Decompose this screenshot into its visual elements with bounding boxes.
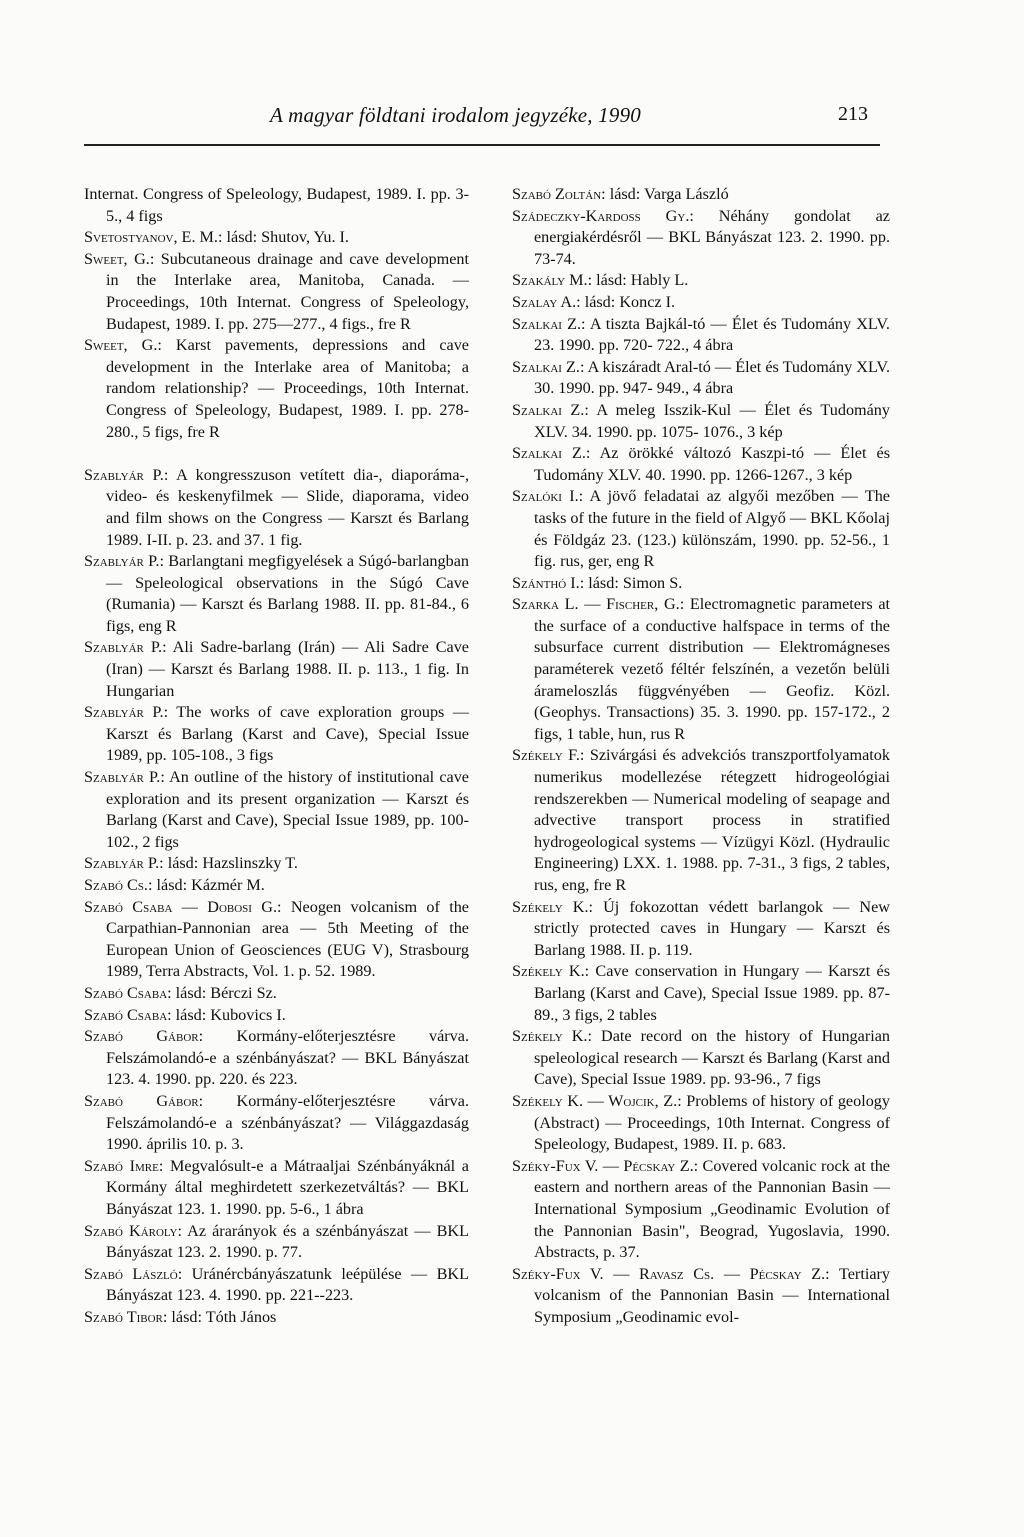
entry-text: : Barlangtani megfigyelések a Súgó-barlangban — Speleological observations in the Súgó Cave (Rumania) — Karszt és Barlang 1988. II. pp. 81-84., 6 figs, eng R bbox=[106, 552, 469, 635]
bibliography-entry bbox=[84, 875, 469, 897]
bibliography-entry bbox=[84, 1221, 469, 1264]
entry-author: Székely K. bbox=[512, 1027, 588, 1046]
entry-text: : Az örökké változó Kaszpi-tó — Élet és Tudomány XLV. 40. 1990. pp. 1266-1267., 3 kép bbox=[534, 444, 890, 484]
entry-text: : lásd: Hably L. bbox=[587, 271, 689, 290]
entry-author: Szabó Gábor bbox=[84, 1027, 199, 1046]
entry-text: : Covered volcanic rock at the eastern and northern areas of the Pannonian Basin — International Symposium „Geodinamic Evolution of the Pannonian Basin", Beograd, Yugoslavia, 1990. Abstracts, p. 37. bbox=[534, 1156, 890, 1262]
entry-author: Szalkai Z. bbox=[512, 314, 582, 333]
entry-author: Székely K. — Wojcik, Z. bbox=[512, 1091, 678, 1110]
entry-author: Szabó Imre bbox=[84, 1156, 159, 1175]
entry-text: : Karst pavements, depressions and cave development in the Interlake area of Manitoba; a random relationship? — Proceedings, 10th Internat. Congress of Speleology, Budapest, 1989. I. pp. 278-280., 5 figs, fre R bbox=[106, 336, 469, 441]
entry-author: Szabó Csaba bbox=[84, 983, 168, 1002]
entry-text: : A jövő feladatai az algyői mezőben — The tasks of the future in the field of Algyő — BKL Kőolaj és Földgáz 23. (123.) különszám, 1990. pp. 52-56., 1 fig. rus, ger, eng R bbox=[534, 487, 890, 571]
entry-author: Székely K. bbox=[512, 962, 585, 981]
entry-text: : lásd: Hazslinszky T. bbox=[159, 854, 298, 873]
entry-text: : lásd: Varga László bbox=[601, 185, 729, 203]
entry-text: : Megvalósult-e a Mátraaljai Szénbányáknál a Kormány által meghirdetett szerkezetváltás? — BKL Bányászat 123. 1. 1990. pp. 5-6., 1 ábra bbox=[106, 1156, 469, 1218]
bibliography-entry bbox=[512, 292, 890, 314]
bibliography-entry bbox=[512, 573, 890, 595]
entry-text: : Subcutaneous drainage and cave development in the Interlake area, Manitoba, Canada. — Proceedings, 10th Internat. Congress of Speleology, Budapest, 1989. I. pp. 275—277., 4 figs., fre R bbox=[106, 249, 469, 333]
bibliography-entry bbox=[512, 961, 890, 1026]
entry-author: Széky-Fux V. — Pécskay Z. bbox=[512, 1156, 694, 1175]
entry-author: Szabó Zoltán bbox=[512, 185, 602, 203]
entry-author: Sweet, G. bbox=[84, 249, 150, 268]
entry-text: : lásd: Simon S. bbox=[579, 573, 683, 592]
entry-author: Szalay A. bbox=[512, 292, 577, 311]
entry-author: Széky-Fux V. — Ravasz Cs. — Pécskay Z. bbox=[512, 1264, 826, 1283]
bibliography-entry bbox=[84, 1091, 469, 1156]
entry-text: : Cave conservation in Hungary — Karszt és Barlang (Karst and Cave), Special Issue 1989. pp. 87-89., 3 figs, 2 tables bbox=[534, 962, 890, 1024]
bibliography-entry bbox=[512, 314, 890, 357]
entry-text: : The works of cave exploration groups — Karszt és Barlang (Karst and Cave), Special Issue 1989, pp. 105-108., 3 figs bbox=[106, 703, 470, 765]
entry-author: Sweet, G. bbox=[84, 336, 158, 355]
entry-text: : A tiszta Bajkál-tó — Élet és Tudomány XLV. 23. 1990. pp. 720- 722., 4 ábra bbox=[534, 314, 890, 355]
bibliography-entry bbox=[512, 897, 890, 962]
entry-author: Szakály M. bbox=[512, 271, 588, 290]
entry-text: : lásd: Kubovics I. bbox=[167, 1005, 286, 1024]
entry-author: Szádeczky-Kardoss Gy. bbox=[512, 206, 690, 225]
entry-text: : Tertiary volcanism of the Pannonian Basin — International Symposium „Geodinamic evol- bbox=[534, 1264, 890, 1326]
entry-text: : Electromagnetic parameters at the surface of a conductive halfspace in terms of the subsurface current distribution — Elektromágneses paraméterek vezető féltér felszínén, a vezetőn belüli árameloszlás függvényében — Geofiz. Közl. (Geophys. Transactions) 35. 3. 1990. pp. 157-172., 2 figs, 1 table, hun, rus R bbox=[534, 595, 891, 743]
bibliography-entry bbox=[512, 1264, 890, 1329]
bibliography-entry bbox=[84, 465, 469, 551]
entry-author: Szabó László bbox=[84, 1264, 178, 1283]
entry-text: : lásd: Kázmér M. bbox=[147, 876, 265, 894]
entry-author: Szabó Csaba bbox=[84, 1005, 168, 1024]
bibliography-entry bbox=[512, 745, 890, 896]
bibliography-entry bbox=[512, 184, 890, 206]
bibliography-entry bbox=[84, 1026, 469, 1091]
bibliography-entry bbox=[84, 637, 469, 702]
entry-author: Szalóki I. bbox=[512, 487, 579, 506]
bibliography-entry bbox=[512, 206, 890, 271]
entry-text: : lásd: Koncz I. bbox=[576, 292, 676, 311]
right-column bbox=[512, 184, 890, 1328]
bibliography-entry bbox=[84, 702, 469, 767]
bibliography-entry bbox=[84, 897, 469, 983]
bibliography-entry bbox=[84, 1156, 469, 1221]
entry-text: : Date record on the history of Hungarian speleological research — Karszt és Barlang (Karst and Cave), Special Issue 1989. pp. 93-96., 7 figs bbox=[534, 1027, 890, 1089]
entry-author: Szabó Gábor bbox=[84, 1091, 199, 1110]
bibliography-entry bbox=[512, 1091, 890, 1156]
bibliography-entry bbox=[84, 227, 469, 249]
entry-text: : A kiszáradt Aral-tó — Élet és Tudomány XLV. 30. 1990. pp. 947- 949., 4 ábra bbox=[534, 357, 890, 398]
bibliography-entry bbox=[512, 270, 890, 292]
bibliography-entry bbox=[512, 357, 890, 400]
bibliography-entry bbox=[512, 400, 890, 443]
entry-author: Szablyár P. bbox=[84, 854, 160, 873]
running-head-title: A magyar földtani irodalom jegyzéke, 1990 bbox=[270, 103, 641, 127]
entry-author: Szablyár P. bbox=[84, 768, 161, 787]
entry-text: : lásd: Shutov, Yu. I. bbox=[217, 228, 349, 247]
entry-author: Székely K. bbox=[512, 897, 589, 916]
entry-author: Szalkai Z. bbox=[512, 444, 586, 463]
entry-author: Szablyár P. bbox=[84, 703, 164, 722]
bibliography-entry bbox=[84, 767, 469, 853]
bibliography-entry bbox=[84, 1307, 469, 1329]
entry-text: : Az árarányok és a szénbányászat — BKL Bányászat 123. 2. 1990. p. 77. bbox=[106, 1221, 469, 1262]
entry-author: Szablyár P. bbox=[84, 638, 163, 657]
entry-text: : lásd: Tóth János bbox=[162, 1307, 277, 1326]
entry-text: : A kongresszuson vetített dia-, diaporáma-, video- és keskenyfilmek — Slide, diaporama, video and film shows on the Congress — Karszt és Barlang 1989. I-II. p. 23. and 37. 1 fig. bbox=[106, 465, 469, 549]
entry-text: : Kormány-előterjesztésre várva. Felszámolandó-e a szénbányászat? — BKL Bányászat 123. 4. 1990. pp. 220. és 223. bbox=[106, 1027, 470, 1089]
bibliography-entry bbox=[512, 1026, 890, 1091]
bibliography-entry bbox=[512, 594, 890, 745]
bibliography-entry bbox=[84, 853, 469, 875]
left-column bbox=[84, 184, 469, 1328]
entry-author: Szablyár P. bbox=[84, 552, 160, 571]
bibliography-entry bbox=[512, 486, 890, 572]
entry-text: : Uránércbányászatunk leépülése — BKL Bányászat 123. 4. 1990. pp. 221--223. bbox=[106, 1264, 470, 1305]
entry-author: Szabó Cs. bbox=[84, 876, 148, 894]
entry-text: : Neogen volcanism of the Carpathian-Pannonian area — 5th Meeting of the European Union of Geosciences (EUG V), Strasbourg 1989, Terra Abstracts, Vol. 1. p. 52. 1989. bbox=[106, 897, 469, 981]
bibliography-entry bbox=[84, 1264, 469, 1307]
bibliography-entry bbox=[84, 551, 469, 637]
entry-author: Szablyár P. bbox=[84, 465, 164, 484]
entry-text: : An outline of the history of institutional cave exploration and its present organization — Karszt és Barlang (Karst and Cave), Special Issue 1989, pp. 100-102., 2 figs bbox=[106, 768, 469, 851]
entry-text: : Szivárgási és advekciós transzportfolyamatok numerikus modellezése rétegzett hidrogeológiai rendszerekben — Numerical modeling of seapage and advective transport process in stratified hydrogeological systems — Vízügyi Közl. (Hydraulic Engineering) LXX. 1. 1988. pp. 7-31., 3 figs, 2 tables, rus, eng, fre R bbox=[534, 746, 890, 894]
entry-author: Szabó Tibor bbox=[84, 1307, 163, 1326]
bibliography-entry bbox=[84, 983, 469, 1005]
entry-text: : lásd: Bérczi Sz. bbox=[167, 983, 277, 1002]
bibliography-entry bbox=[84, 1005, 469, 1027]
entry-author: Szabó Csaba — Dobosi G. bbox=[84, 897, 278, 916]
entry-text: : A meleg Isszik-Kul — Élet és Tudomány XLV. 34. 1990. pp. 1075- 1076., 3 kép bbox=[534, 400, 890, 441]
entry-author: Szalkai Z. bbox=[512, 357, 580, 376]
header-rule bbox=[84, 144, 880, 146]
entry-author: Székely F. bbox=[512, 746, 580, 765]
bibliography-entry bbox=[84, 249, 469, 335]
entry-text: : Néhány gondolat az energiakérdésről — BKL Bányászat 123. 2. 1990. pp. 73-74. bbox=[534, 206, 890, 268]
entry-text: : Új fokozottan védett barlangok — New strictly protected caves in Hungary — Karszt és Barlang 1988. II. p. 119. bbox=[534, 897, 890, 959]
bibliography-entry bbox=[84, 335, 469, 443]
entry-text: : Ali Sadre-barlang (Irán) — Ali Sadre Cave (Iran) — Karszt és Barlang 1988. II. p. 113., 1 fig. In Hungarian bbox=[106, 638, 469, 700]
bibliography-entry bbox=[84, 184, 469, 227]
entry-author: Szarka L. — Fischer, G. bbox=[512, 595, 680, 614]
page-number: 213 bbox=[838, 103, 868, 125]
bibliography-entry bbox=[512, 443, 890, 486]
entry-author: Szalkai Z. bbox=[512, 400, 585, 419]
entry-text: Internat. Congress of Speleology, Budapest, 1989. I. pp. 3-5., 4 figs bbox=[84, 185, 469, 225]
entry-text: : Kormány-előterjesztésre várva. Felszámolandó-e a szénbányászat? — Világgazdaság 1990. április 10. p. 3. bbox=[106, 1091, 470, 1154]
bibliography-entry bbox=[512, 1156, 890, 1264]
entry-text: : Problems of history of geology (Abstract) — Proceedings, 10th Internat. Congress of Speleology, Budapest, 1989. II. p. 683. bbox=[534, 1091, 890, 1154]
entry-author: Svetostyanov, E. M. bbox=[84, 228, 218, 247]
entry-author: Szánthó I. bbox=[512, 573, 580, 592]
entry-author: Szabó Károly bbox=[84, 1221, 178, 1240]
